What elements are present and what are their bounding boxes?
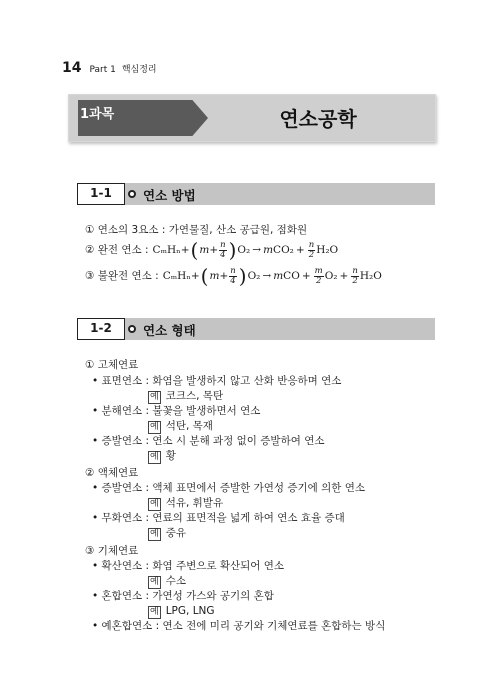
section-title: 연소 형태 (143, 323, 196, 338)
surface-combustion-example (148, 389, 223, 404)
fraction-numerator: m (314, 265, 323, 276)
coef-m: m (199, 244, 210, 256)
chapter-title: 연소공학 (279, 107, 357, 131)
plus-sign: + (301, 270, 311, 282)
water: H₂O (359, 270, 382, 282)
premixed-combustion: • 예혼합연소 : 연소 전에 미리 공기와 기체연료를 혼합하는 방식 (92, 620, 386, 632)
evaporation-combustion-solid: • 증발연소 : 연소 시 분해 과정 없이 증발하여 연소 (92, 435, 325, 447)
example-text: 수소 (165, 575, 186, 587)
section-header-1-2 (77, 318, 435, 340)
plus-sign: + (209, 244, 219, 256)
coef-m: m (273, 270, 284, 282)
section-number: 1-2 (77, 318, 125, 340)
oxygen: O₂ (324, 270, 338, 282)
fraction-numerator: n (230, 265, 236, 276)
part-label: Part 1 (89, 65, 116, 75)
plus-sign: + (219, 270, 229, 282)
reaction-arrow-icon: → (262, 270, 272, 282)
part-title: 핵심정리 (121, 65, 157, 75)
example-text: 황 (165, 450, 176, 462)
diffusion-combustion-example (148, 574, 186, 589)
fraction-denominator: 2 (352, 275, 358, 286)
example-mark: 예 (150, 452, 159, 462)
section-header-1-1 (77, 183, 435, 205)
left-paren-icon: ( (190, 238, 199, 262)
fraction-numerator: n (308, 239, 315, 250)
section-number: 1-1 (77, 183, 125, 205)
incomplete-combustion-label: ③ 불완전 연소 : (85, 270, 159, 282)
evaporation-combustion-liquid: • 증발연소 : 액체 표면에서 증발한 가연성 증기에 의한 연소 (92, 482, 366, 494)
coef-m: m (263, 244, 274, 256)
left-paren-icon: ( (200, 264, 209, 288)
fraction-numerator: n (220, 239, 226, 250)
oxygen: O₂ (247, 270, 261, 282)
chapter-banner (68, 94, 436, 142)
example-text: LPG, LNG (165, 605, 215, 617)
coef-m: m (209, 270, 220, 282)
combustion-elements: ① 연소의 3요소 : 가연물질, 산소 공급원, 점화원 (85, 224, 308, 236)
fraction-n-over-2 (351, 267, 358, 286)
plus-sign: + (339, 270, 349, 282)
surface-combustion: • 표면연소 : 화염을 발생하지 않고 산화 반응하며 연소 (92, 375, 342, 387)
fraction-n-over-2 (308, 241, 315, 260)
example-mark: 예 (150, 499, 159, 509)
liquid-fuel-heading: ② 액체연료 (85, 467, 139, 479)
section-title: 연소 방법 (143, 188, 196, 203)
fraction-denominator: 4 (230, 275, 236, 286)
carbon-dioxide: CO₂ (273, 244, 294, 256)
atomization-combustion-example (148, 526, 186, 541)
fuel-formula: CₘHₙ+ (162, 270, 200, 282)
section-bullet-icon (128, 190, 136, 198)
mixed-combustion: • 혼합연소 : 가연성 가스와 공기의 혼합 (92, 590, 274, 602)
right-paren-icon: ) (228, 238, 237, 262)
fraction-denominator: 2 (308, 249, 315, 260)
complete-combustion-label: ② 완전 연소 : (85, 244, 149, 256)
incomplete-combustion (85, 262, 382, 290)
fraction-denominator: 4 (220, 249, 226, 260)
example-mark: 예 (150, 529, 159, 539)
fuel-formula: CₘHₙ+ (152, 244, 190, 256)
running-header (62, 60, 157, 76)
mixed-combustion-example (148, 604, 215, 619)
example-mark: 예 (150, 392, 159, 402)
section-bullet-icon (128, 325, 136, 333)
chapter-tag-label: 1과목 (80, 107, 115, 122)
oxygen: O₂ (237, 244, 251, 256)
fraction-m-over-2 (314, 267, 324, 286)
example-text: 중유 (165, 527, 186, 539)
example-mark: 예 (150, 607, 159, 617)
solid-fuel-heading: ① 고체연료 (85, 359, 139, 371)
carbon-monoxide: CO (283, 270, 300, 282)
atomization-combustion: • 무화연소 : 연료의 표면적을 넓게 하여 연소 효율 증대 (92, 512, 345, 524)
example-text: 코크스, 목탄 (165, 390, 224, 402)
gas-fuel-heading: ③ 기체연료 (85, 545, 139, 557)
diffusion-combustion: • 확산연소 : 화염 주변으로 확산되어 연소 (92, 560, 285, 572)
plus-sign: + (295, 244, 305, 256)
example-mark: 예 (150, 422, 159, 432)
fraction-n-over-4 (229, 267, 236, 286)
example-text: 석탄, 목재 (165, 420, 213, 432)
water: H₂O (316, 244, 339, 256)
complete-combustion (85, 236, 338, 264)
decomposition-combustion: • 분해연소 : 불꽃을 발생하면서 연소 (92, 405, 261, 417)
page-number: 14 (62, 60, 82, 76)
evaporation-combustion-solid-example (148, 449, 176, 464)
reaction-arrow-icon: → (252, 244, 262, 256)
decomposition-combustion-example (148, 419, 213, 434)
example-text: 석유, 휘발유 (165, 497, 224, 509)
fraction-numerator: n (352, 265, 358, 276)
fraction-n-over-4 (219, 241, 226, 260)
example-mark: 예 (150, 577, 159, 587)
right-paren-icon: ) (238, 264, 247, 288)
evaporation-combustion-liquid-example (148, 496, 223, 511)
fraction-denominator: 2 (315, 275, 322, 286)
